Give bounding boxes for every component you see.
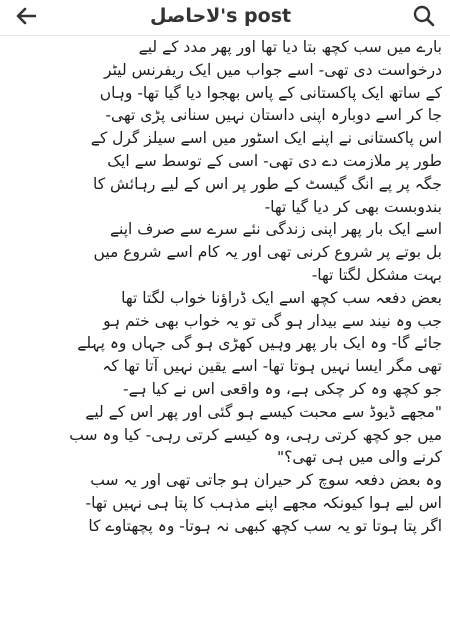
page-title: لاحاصل's post [150, 5, 292, 27]
post-text-line: وہ بعض دفعہ سوچ کر حیران ہو جاتی تھی اور یہ سب [90, 471, 442, 490]
post-text-line: میں جو کچھ کرتی رہی، وہ کیسے کرتی رہی- کیا وہ سب [69, 425, 442, 444]
post-text-line: بعض دفعہ سب کچھ اسے ایک ڈراؤنا خواب لگتا تھا [121, 288, 442, 307]
post-text-line: تھی مگر ایسا نہیں ہوتا تھا- اسے یقین نہیں آتا تھا کہ [102, 357, 442, 376]
post-text [0, 36, 450, 538]
post-text-line: جب وہ نیند سے بیدار ہو گی تو یہ خواب بھی ختم ہو [103, 311, 442, 330]
post-body [0, 36, 450, 627]
search-button[interactable] [410, 4, 438, 32]
post-text-line: کے ساتھ ایک پاکستانی کے پاس بھجوا دیا گیا تھا- وہاں [99, 83, 442, 102]
post-text-line: اس پاکستانی نے اپنے ایک اسٹور میں اسے سیلز گرل کے [90, 129, 442, 148]
search-icon [413, 5, 435, 31]
post-text-line: کرنے والی میں ہی تھی؟" [277, 448, 442, 467]
post-text-line: بل بوتے پر شروع کرنی تھی اور یہ کام اسے شروع میں [93, 243, 442, 262]
post-text-line: بہت مشکل لگتا تھا- [311, 265, 442, 284]
post-text-line: طور پر ملازمت دے دی تھی- اسی کے توسط سے ایک [107, 151, 442, 170]
post-text-line: اس لیے ہوا کیونکہ مجھے اپنے مذہب کا پتا ہی نہیں تھا- [85, 493, 442, 512]
post-text-line: جائے گا- وہ ایک بار پھر وہیں کھڑی ہو گی جہاں وہ پہلے [77, 334, 442, 353]
post-text-line: جا کر اسے دوبارہ اپنی داستان نہیں سنانی پڑی تھی- [105, 106, 442, 125]
post-text-line: بارے میں سب کچھ بتا دیا تھا اور پھر مدد کے لیے [138, 38, 442, 56]
back-button[interactable] [14, 6, 38, 30]
app-bar [0, 0, 450, 36]
post-text-line: بندوبست بھی کر دیا گیا تھا- [264, 197, 442, 216]
post-text-line: "مجھے ڈیوڈ سے محبت کیسے ہو گئی اور پھر اس کے لیے [85, 402, 442, 421]
post-text-line: اگر پتا ہوتا تو یہ سب کچھ کبھی نہ ہوتا- وہ پچھتاوے کا [88, 516, 442, 535]
post-text-line: درخواست دی تھی- اسے جواب میں ایک ریفرنس لیٹر [104, 60, 442, 79]
post-text-line: جو کچھ وہ کر چکی ہے، وہ واقعی اس نے کیا ہے- [122, 379, 442, 398]
post-text-line: اسے ایک بار پھر اپنی زندگی نئے سرے سے صرف اپنے [109, 220, 442, 239]
arrow-left-icon [16, 7, 36, 29]
post-text-line: جگہ پر پے انگ گیسٹ کے طور پر اس کے لیے رہائش کا [93, 174, 442, 193]
